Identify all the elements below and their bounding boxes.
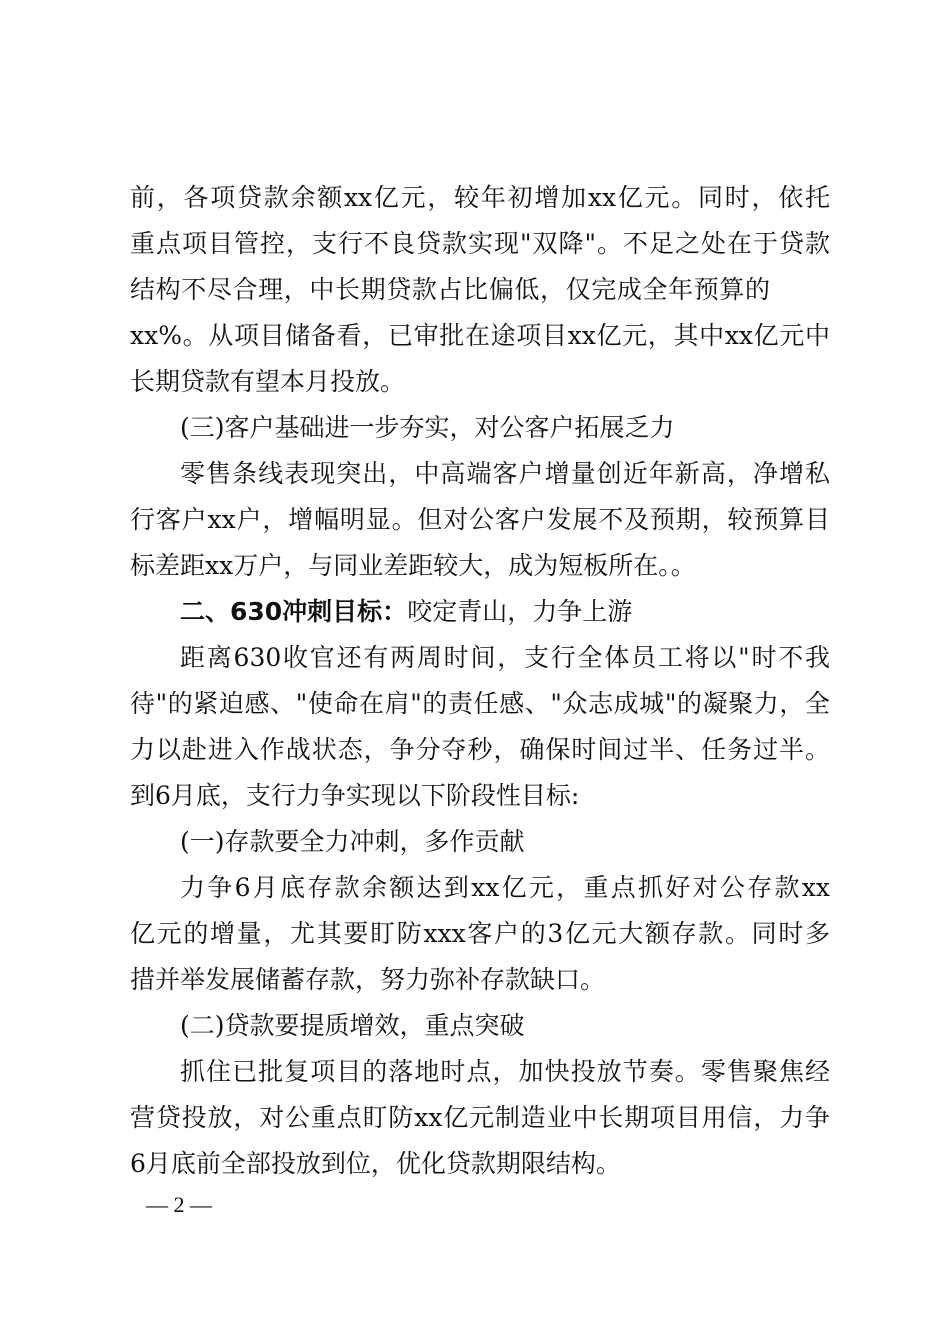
section-heading: (三)客户基础进一步夯实，对公客户拓展乏力 <box>180 413 675 442</box>
paragraph-line: 到6月底，支行力争实现以下阶段性目标: <box>130 781 580 810</box>
paragraph-line: 标差距xx万户，与同业差距较大，成为短板所在。。 <box>130 551 696 580</box>
paragraph-line: 营贷投放，对公重点盯防xx亿元制造业中长期项目用信，力争 <box>130 1103 830 1132</box>
paragraph-line: 前，各项贷款余额xx亿元，较年初增加xx亿元。同时，依托 <box>130 183 830 212</box>
paragraph-line: 亿元的增量，尤其要盯防xxx客户的3亿元大额存款。同时多 <box>130 919 830 948</box>
paragraph-line: 力以赴进入作战状态，争分夺秒，确保时间过半、任务过半。 <box>130 735 830 764</box>
paragraph-line: 措并举发展储蓄存款，努力弥补存款缺口。 <box>130 965 606 994</box>
section-heading: (二)贷款要提质增效，重点突破 <box>180 1011 525 1040</box>
paragraph-line: 长期贷款有望本月投放。 <box>130 367 406 396</box>
paragraph-line: 6月底前全部投放到位，优化贷款期限结构。 <box>130 1149 621 1178</box>
paragraph-line: 重点项目管控，支行不良贷款实现"双降"。不足之处在于贷款 <box>130 229 830 258</box>
section-heading: (一)存款要全力冲刺，多作贡献 <box>180 827 525 856</box>
paragraph-line: 距离630收官还有两周时间，支行全体员工将以"时不我 <box>180 643 830 672</box>
paragraph-line: 抓住已批复项目的落地时点，加快投放节奏。零售聚焦经 <box>180 1057 830 1086</box>
main-section-heading <box>180 595 830 629</box>
page-number: — 2 — <box>146 1192 212 1217</box>
main-heading-normal: 咬定青山，力争上游 <box>407 597 633 626</box>
paragraph-line: xx%。从项目储备看，已审批在途项目xx亿元，其中xx亿元中 <box>130 321 830 350</box>
paragraph-line: 行客户xx户，增幅明显。但对公客户发展不及预期，较预算目 <box>130 505 830 534</box>
paragraph-line: 结构不尽合理，中长期贷款占比偏低，仅完成全年预算的 <box>130 275 770 304</box>
paragraph-line: 零售条线表现突出，中高端客户增量创近年新高，净增私 <box>180 459 830 488</box>
main-heading-bold: 二、630冲刺目标： <box>180 597 408 626</box>
paragraph-line: 待"的紧迫感、"使命在肩"的责任感、"众志成城"的凝聚力，全 <box>130 689 830 718</box>
paragraph-line: 力争6月底存款余额达到xx亿元，重点抓好对公存款xx <box>180 873 830 902</box>
